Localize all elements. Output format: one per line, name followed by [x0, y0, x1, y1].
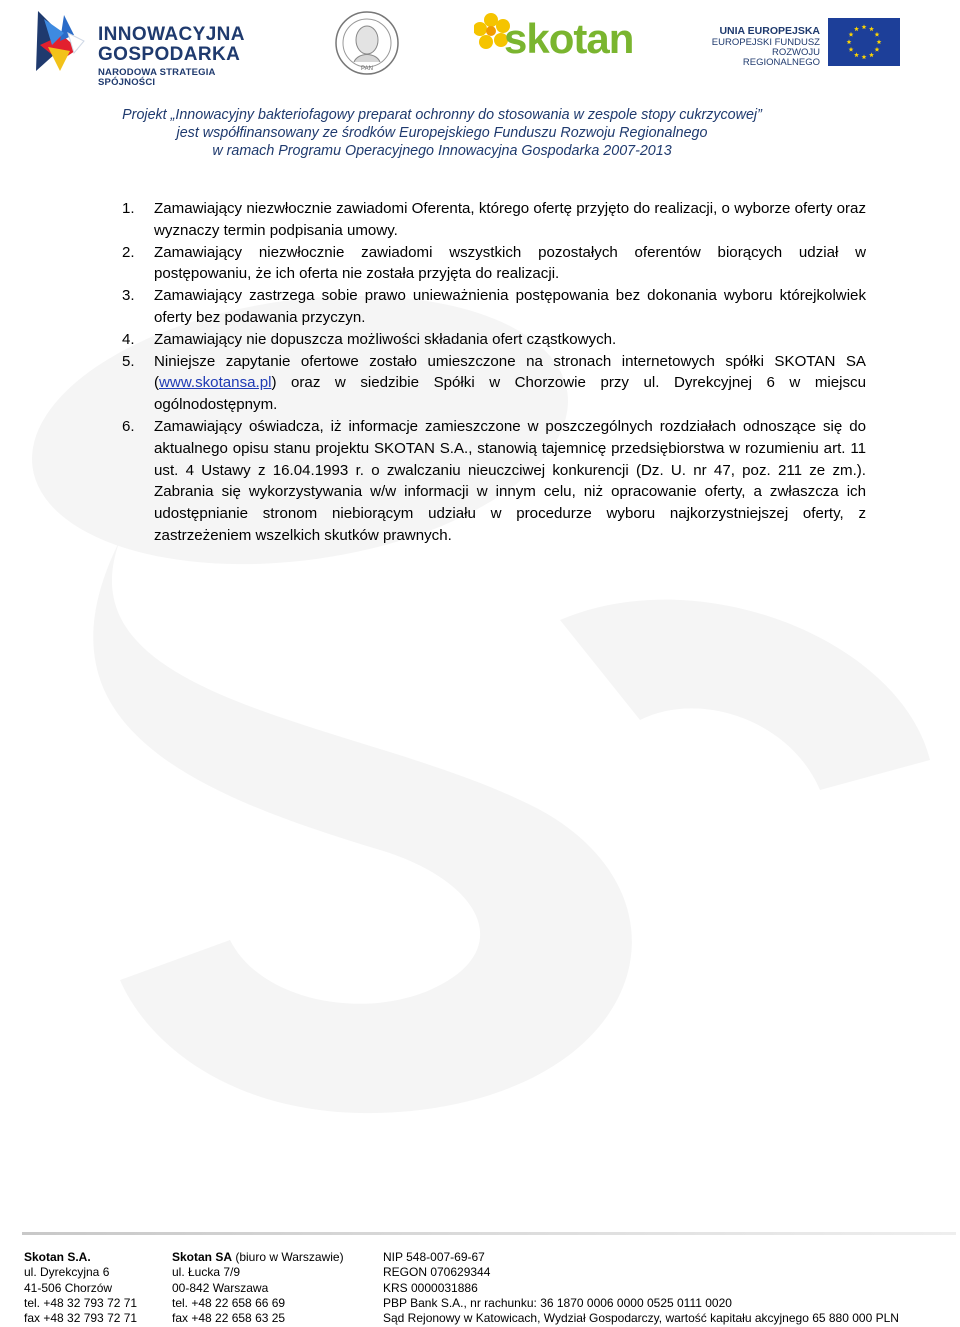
- footer-phone: tel. +48 32 793 72 71: [24, 1295, 138, 1310]
- footer-warsaw-fax: fax +48 22 658 63 25: [172, 1311, 286, 1326]
- skotan-wordmark: skotan: [504, 15, 634, 62]
- list-item: [120, 351, 866, 416]
- skotan-logo: [474, 12, 636, 66]
- project-line-3: w ramach Programu Operacyjnego Innowacyjna Gospodarka 2007-2013: [212, 143, 672, 159]
- project-line-1: Projekt „Innowacyjny bakteriofagowy preparat ochronny do stosowania w zespole stopy cukrzycowej”: [122, 107, 762, 123]
- footer-court: Sąd Rejonowy w Katowicach, Wydział Gospodarczy, wartość kapitału akcyjnego 65 880 000 PLN: [383, 1311, 899, 1326]
- footer-warsaw-name: Skotan SA: [172, 1250, 233, 1264]
- list-item: [120, 416, 866, 547]
- document-body: [120, 198, 866, 547]
- page-header: [0, 0, 960, 160]
- footer-regon: REGON 070629344: [383, 1265, 491, 1280]
- skotansa-website-link[interactable]: www.skotansa.pl: [159, 374, 272, 392]
- eu-logo-line1: UNIA EUROPEJSKA: [719, 25, 820, 37]
- eu-logo-line3: ROZWOJU REGIONALNEGO: [742, 46, 820, 69]
- project-line-2: jest współfinansowany ze środków Europejskiego Funduszu Rozwoju Regionalnego: [176, 125, 708, 141]
- ig-logo-line2: GOSPODARKA: [98, 44, 241, 65]
- list-item-text-after: ) oraz w siedzibie Spółki w Chorzowie przy ul. Dyrekcyjnej 6 w miejscu ogólnodostępnym.: [154, 374, 866, 414]
- list-item-text: Zamawiający zastrzega sobie prawo unieważnienia postępowania bez dokonania wyboru którejkolwiek oferty bez podawania przyczyn.: [154, 287, 866, 326]
- terms-list: [120, 198, 866, 547]
- ig-logo-line1: INNOWACYJNA: [98, 24, 245, 45]
- list-item-number: 2.: [122, 243, 135, 261]
- footer-fax: fax +48 32 793 72 71: [24, 1311, 138, 1326]
- ig-star-icon: [30, 5, 90, 81]
- innowacyjna-gospodarka-logo: [30, 5, 270, 88]
- eu-logo: [694, 14, 906, 70]
- footer-company-name: Skotan S.A.: [24, 1250, 91, 1264]
- list-item-number: 6.: [122, 417, 135, 435]
- pan-seal-logo: [334, 6, 400, 80]
- list-item-text-before: Niniejsze zapytanie ofertowe zostało umieszczone na stronach internetowych spółki SKOTAN SA (: [154, 352, 866, 392]
- list-item-number: 5.: [122, 352, 135, 370]
- footer-company-warsaw: [172, 1250, 344, 1326]
- footer-company-hq: [24, 1250, 137, 1326]
- list-item-text: Zamawiający nie dopuszcza możliwości składania ofert cząstkowych.: [154, 330, 617, 348]
- footer-bank: PBP Bank S.A., nr rachunku: 36 1870 0006 0000 0525 0111 0020: [383, 1295, 732, 1310]
- footer-city: 41-506 Chorzów: [24, 1280, 113, 1295]
- footer-warsaw-city: 00-842 Warszawa: [172, 1280, 269, 1295]
- list-item: [120, 198, 866, 242]
- footer-warsaw-note: (biuro w Warszawie): [232, 1250, 344, 1264]
- footer-divider: [22, 1232, 956, 1235]
- footer-warsaw-phone: tel. +48 22 658 66 69: [172, 1295, 286, 1310]
- list-item-text: Zamawiający niezwłocznie zawiadomi Oferenta, którego ofertę przyjęto do realizacji, o wyborze oferty oraz wyznaczy termin podpisania umowy.: [154, 200, 866, 239]
- list-item-text: Zamawiający niezwłocznie zawiadomi wszystkich pozostałych oferentów biorących udział w postępowaniu, że ich oferta nie została przyjęta do realizacji.: [154, 243, 866, 283]
- list-item-text: Zamawiający oświadcza, iż informacje zamieszczone w poszczególnych rozdziałach odnoszące się do aktualnego opisu stanu projektu SKOTAN S.A., stanowią tajemnicę przedsiębiorstwa w rozumieniu art. 11 ust. 4 Ustawy z 16.04.1993 r. o zwalczaniu nieuczciwej konkurencji (Dz. U. nr 47, poz. 211 ze zm.). Zabrania się wykorzystywania w/w informacji w innym celu, niż opracowanie oferty, a zwłaszcza ich udostępnianie stronom niebiorącym udziału w procedurze wyboru najkorzystniejszej oferty, z zastrzeżeniem wszelkich skutków prawnych.: [154, 417, 866, 544]
- list-item-number: 4.: [122, 330, 135, 348]
- footer-registry: [383, 1250, 899, 1326]
- project-info: [0, 106, 884, 160]
- pan-seal-label: PAN: [361, 66, 373, 72]
- eu-flag-icon: [828, 18, 900, 66]
- eu-logo-line2: EUROPEJSKI FUNDUSZ: [711, 36, 820, 48]
- list-item: [120, 285, 866, 329]
- list-item: [120, 242, 866, 286]
- footer-warsaw-street: ul. Łucka 7/9: [172, 1265, 241, 1280]
- footer-street: ul. Dyrekcyjna 6: [24, 1265, 110, 1280]
- list-item: [120, 329, 866, 351]
- list-item-number: 1.: [122, 200, 135, 217]
- footer-krs: KRS 0000031886: [383, 1280, 478, 1295]
- footer-nip: NIP 548-007-69-67: [383, 1250, 485, 1264]
- list-item-number: 3.: [122, 287, 135, 305]
- ig-logo-line3: NARODOWA STRATEGIA SPÓJNOŚCI: [98, 67, 216, 88]
